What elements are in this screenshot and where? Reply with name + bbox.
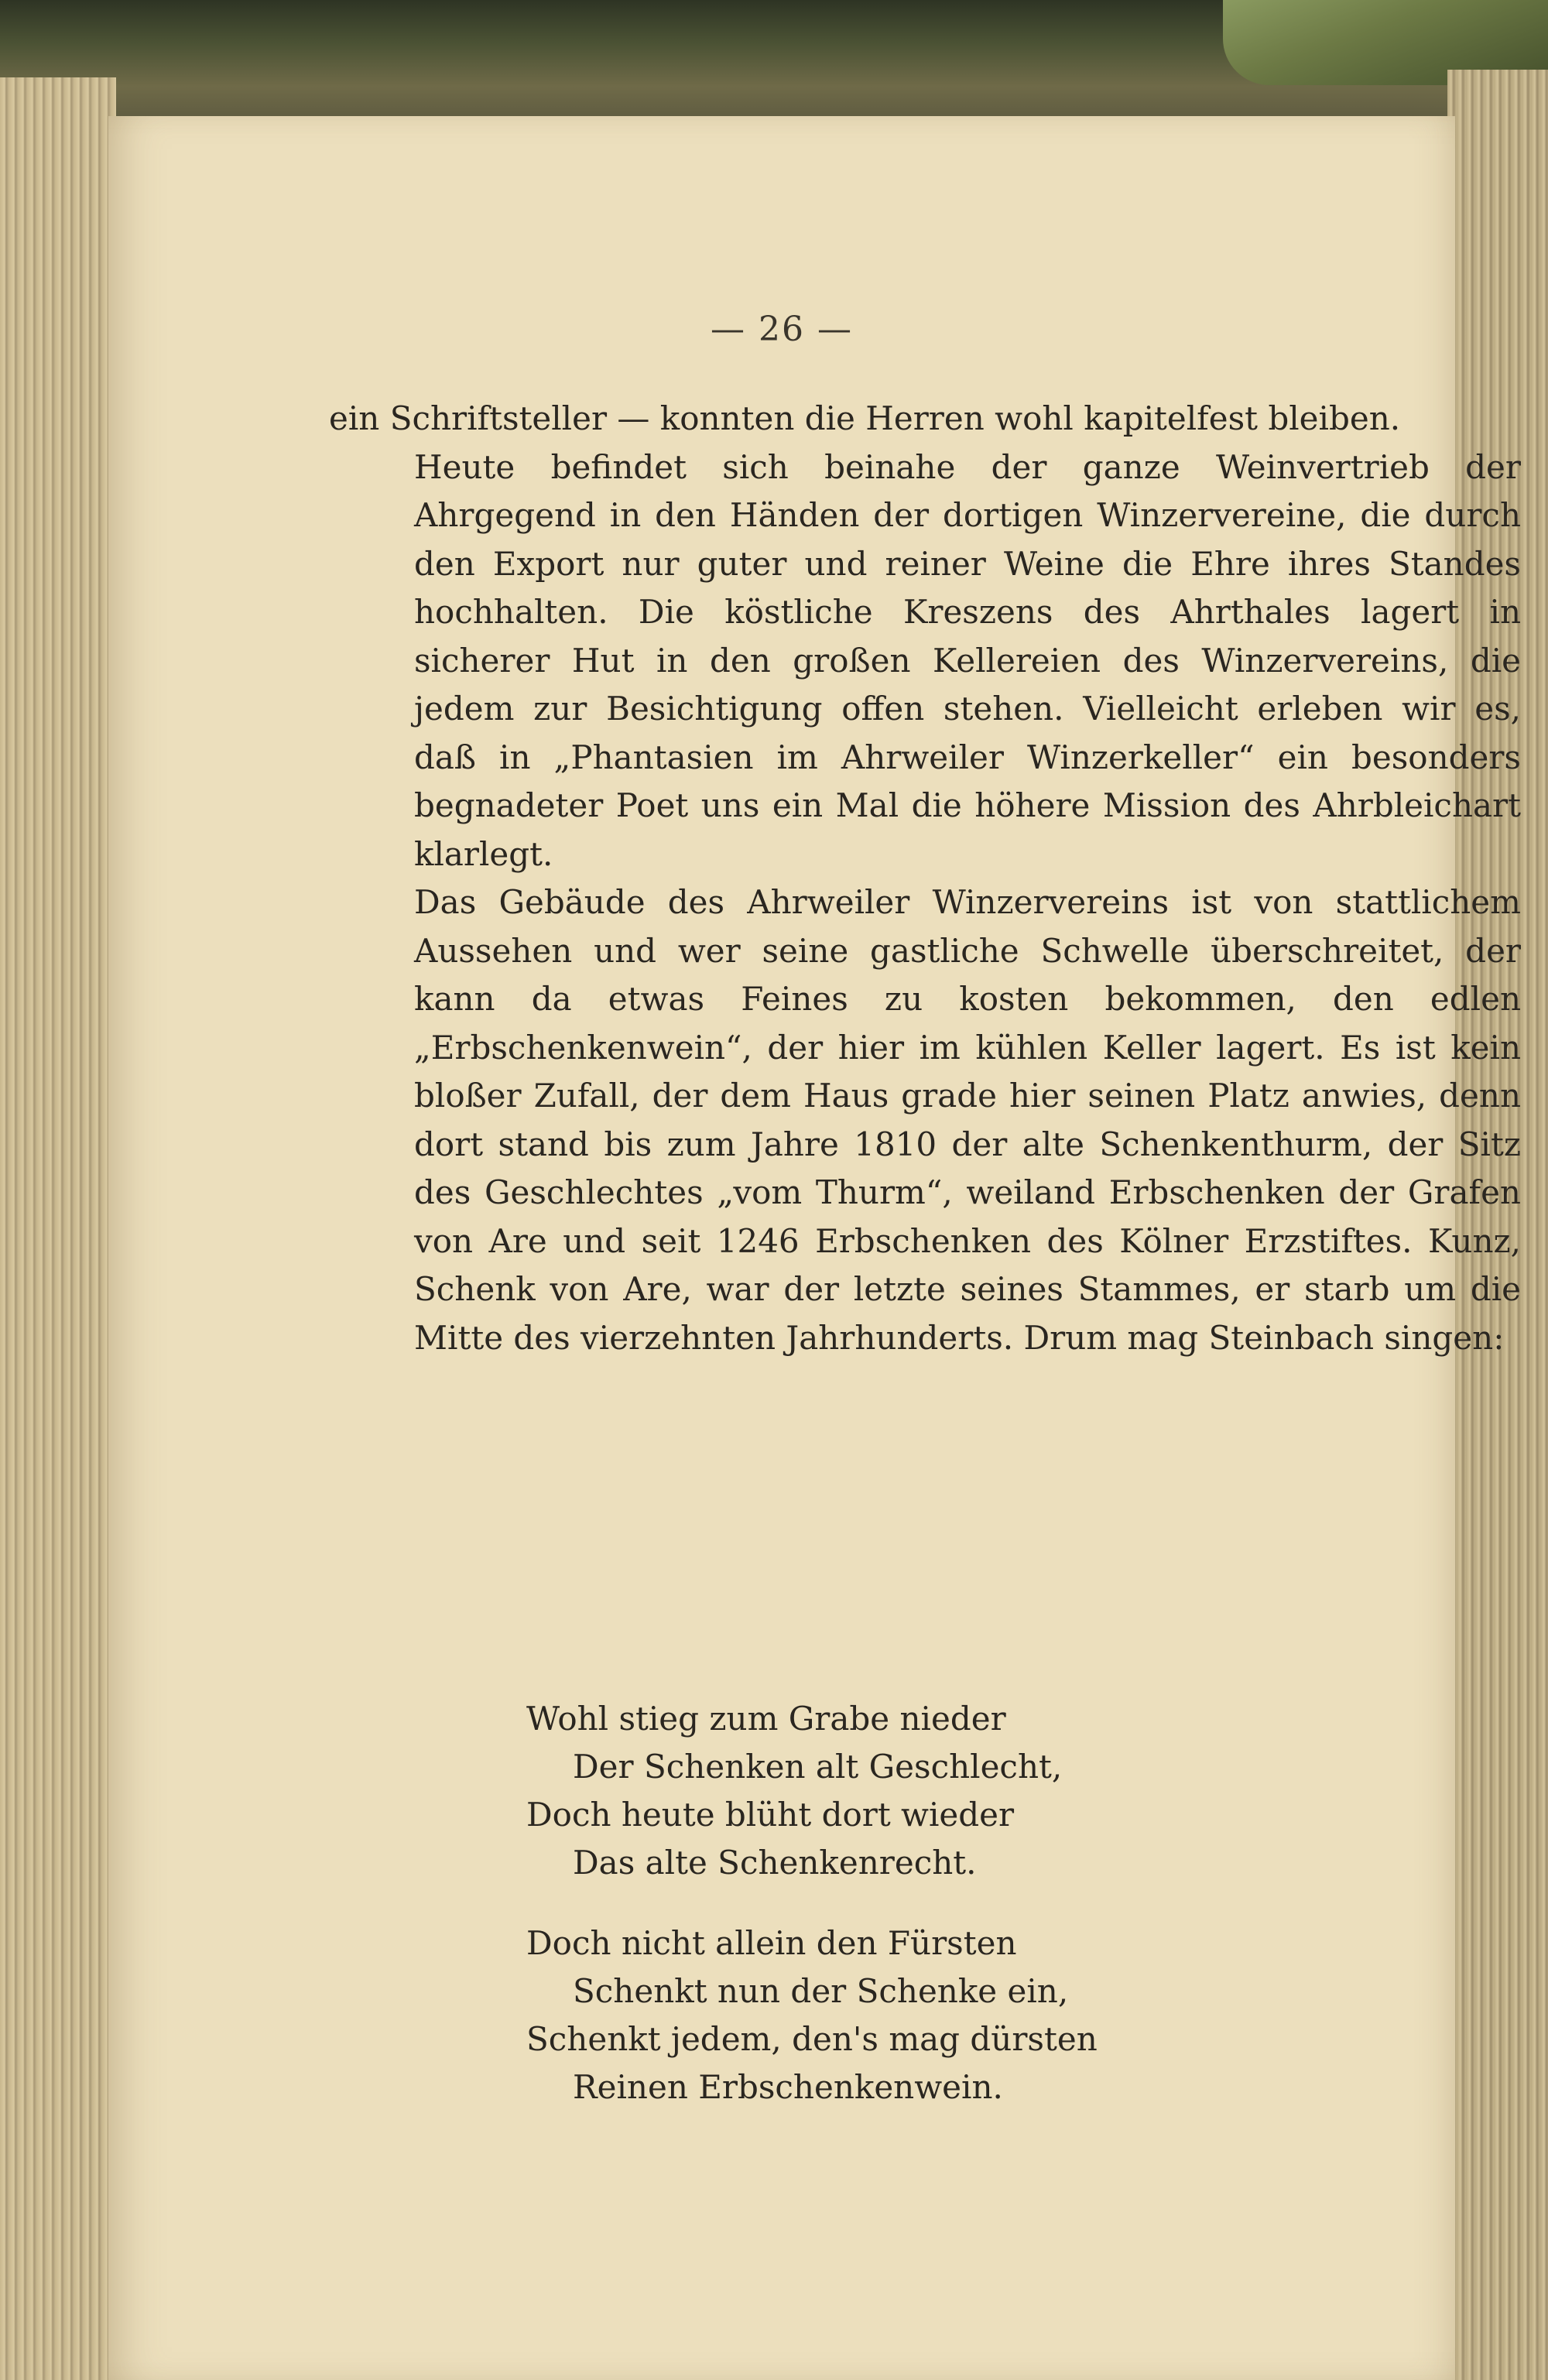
verse-stanza-1	[108, 1695, 1455, 1887]
left-page-stack	[0, 77, 116, 2380]
verse-line: Schenkt nun der Schenke ein,	[573, 1972, 1069, 2010]
paragraph-continuation: ein Schriftsteller — konnten die Herren wohl kapitelfest bleiben.	[329, 399, 1401, 437]
verse-line: Der Schenken alt Geschlecht,	[573, 1748, 1063, 1786]
verse-line: Doch nicht allein den Fürsten	[526, 1924, 1017, 1962]
verse-line: Schenkt jedem, den's mag dürsten	[526, 2020, 1098, 2058]
verse-line: Reinen Erbschenkenwein.	[573, 2068, 1003, 2106]
body-text	[329, 395, 1521, 1362]
paragraph-winzervereine: Heute befindet sich beinahe der ganze Weinvertrieb der Ahrgegend in den Händen der dortigen Winzervereine, die durch den Export nur guter und reiner Weine die Ehre ihres Standes hochhalten. Die köstliche Kreszens des Ahrthales lagert in sicherer Hut in den großen Kellereien des Winzervereins, die jedem zur Besichtigung offen stehen. Vielleicht erleben wir es, daß in „Phantasien im Ahrweiler Winzerkeller“ ein besonders begnadeter Poet uns ein Mal die höhere Mission des Ahrbleichart klarlegt.	[414, 447, 1521, 873]
verse-stanza-2	[108, 1919, 1455, 2111]
verse-line: Das alte Schenkenrecht.	[573, 1844, 977, 1882]
page-number: — 26 —	[711, 310, 853, 349]
paragraph-gebaeude: Das Gebäude des Ahrweiler Winzervereins ist von stattlichem Aussehen und wer seine gastliche Schwelle überschreitet, der kann da etwas Feines zu kosten bekommen, den edlen „Erbschenkenwein“, der hier im kühlen Keller lagert. Es ist kein bloßer Zufall, der dem Haus grade hier seinen Platz anwies, denn dort stand bis zum Jahre 1810 der alte Schenkenthurm, der Sitz des Geschlechtes „vom Thurm“, weiland Erbschenken der Grafen von Are und seit 1246 Erbschenken des Kölner Erzstiftes. Kunz, Schenk von Are, war der letzte seines Stammes, er starb um die Mitte des vierzehnten Jahrhunderts. Drum mag Steinbach singen:	[414, 883, 1521, 1357]
verse-line: Wohl stieg zum Grabe nieder	[526, 1700, 1006, 1738]
verse-line: Doch heute blüht dort wieder	[526, 1796, 1015, 1834]
book-page	[108, 116, 1521, 2380]
